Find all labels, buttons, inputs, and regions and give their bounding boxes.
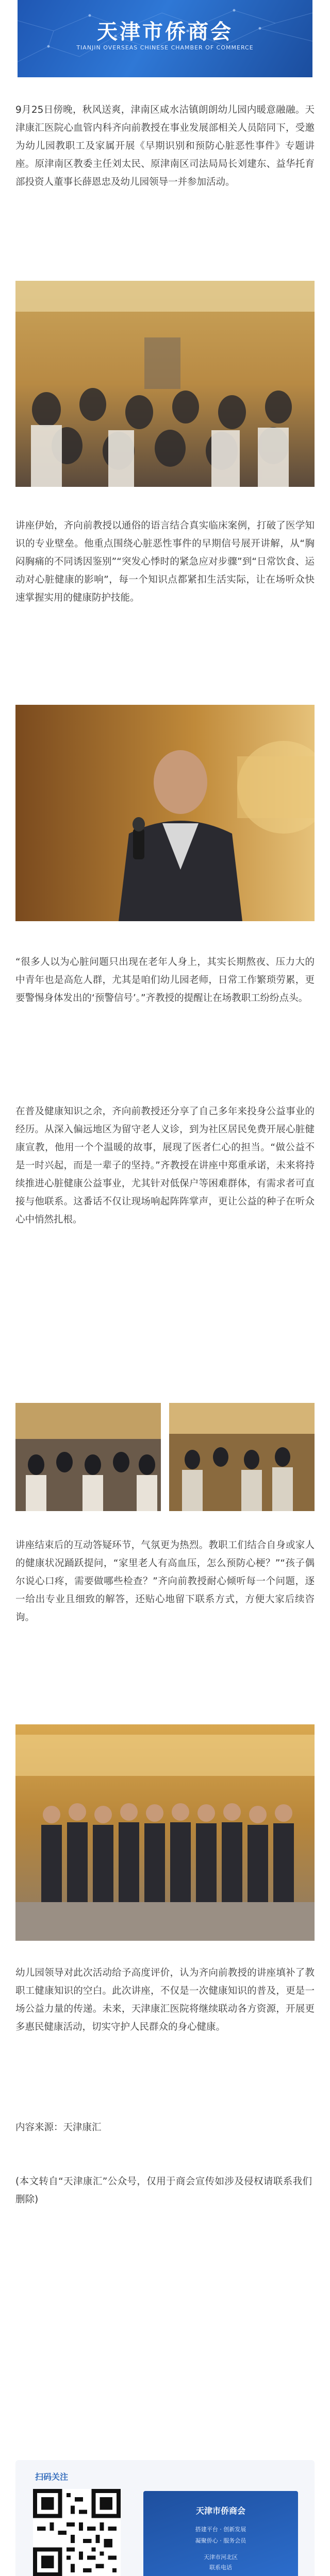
org-title-en: TIANJIN OVERSEAS CHINESE CHAMBER OF COMMERCE (76, 44, 254, 51)
header-banner (18, 0, 312, 77)
copyright-notice: (本文转自“天津康汇”公众号，仅用于商会宣传如涉及侵权请联系我们删除) (15, 2176, 312, 2205)
group-photo (15, 1724, 315, 1941)
article-paragraph-1: 9月25日傍晚，秋风送爽，津南区咸水沽镇朗朗幼儿园内暖意融融。天津康汇医院心血管内科齐向前教授在事业发展部相关人员陪同下，受邀为幼儿园教职工及家属开展《早期识别和预防心脏恶性事件》专题讲座。原津南区教委主任刘太民、原津南区司法局局长刘建东、益华托育部投资人董事长薛恩忠及幼儿园领导一并参加活动。 (15, 105, 315, 188)
article-paragraph-3: “很多人以为心脏问题只出现在老年人身上，其实长期熬夜、压力大的中青年也是高危人群，尤其是咱们幼儿园老师，日常工作繁琐劳累，更要警惕身体发出的‘预警信号’。”齐教授的提醒让在场教职工纷纷点头。 (15, 957, 315, 1004)
article-paragraph-4: 在普及健康知识之余，齐向前教授还分享了自己多年来投身公益事业的经历。从深入偏远地区为留守老人义诊，到为社区居民免费开展心脏健康宣教，他用一个个温暖的故事，展现了医者仁心的担当。“做公益不是一时兴起，而是一辈子的坚持。”齐教授在讲座中郑重承诺，未来将持续推进心脏健康公益事业，尤其针对低保户等困难群体，有需求者可直接与他联系。这番话不仅让现场响起阵阵掌声，更让公益的种子在听众心中悄然扎根。 (15, 1106, 315, 1225)
card-line-3: 天津市河北区 (204, 2554, 238, 2561)
follow-card (15, 2460, 315, 2576)
speaker-photo (15, 705, 315, 921)
scan-follow-label: 扫码关注 (35, 2472, 69, 2482)
card-line-2: 凝聚侨心 · 服务会员 (195, 2537, 246, 2544)
event-photo-left (15, 1403, 161, 1511)
chamber-name: 天津市侨商会 (195, 2506, 245, 2516)
article-paragraph-5: 讲座结束后的互动答疑环节，气氛更为热烈。教职工们结合自身或家人的健康状况踊跃提问，“家里老人有高血压，怎么预防心梗？”“孩子偶尔说心口疼，需要做哪些检查？”齐向前教授耐心倾听每一个问题，逐一给出专业且细致的解答，还贴心地留下联系方式，方便大家后续咨询。 (15, 1540, 315, 1623)
card-line-1: 搭建平台 · 创新发展 (195, 2526, 246, 2533)
chamber-info-panel (143, 2491, 298, 2576)
article-paragraph-6: 幼儿园领导对此次活动给予高度评价，认为齐向前教授的讲座填补了教职工健康知识的空白。此次讲座，不仅是一次健康知识的普及，更是一场公益力量的传递。未来，天津康汇医院将继续联动各方资源，开展更多惠民健康活动，切实守护人民群众的身心健康。 (15, 1968, 315, 2032)
event-photo-right (169, 1403, 315, 1511)
lecture-audience-photo (15, 281, 315, 487)
content-source: 内容来源：天津康汇 (15, 2122, 102, 2133)
qr-code[interactable] (33, 2489, 121, 2576)
org-title: 天津市侨商会 (97, 20, 233, 44)
card-line-4: 联系电话 (209, 2564, 232, 2571)
article-paragraph-2: 讲座伊始，齐向前教授以通俗的语言结合真实临床案例，打破了医学知识的专业壁垒。他重点围绕心脏恶性事件的早期信号展开讲解，从“胸闷胸痛的不同诱因鉴别”“突发心悸时的紧急应对步骤”到“日常饮食、运动对心脏健康的影响”，每一个知识点都紧扣生活实际，让在场听众快速掌握实用的健康防护技能。 (15, 520, 315, 603)
